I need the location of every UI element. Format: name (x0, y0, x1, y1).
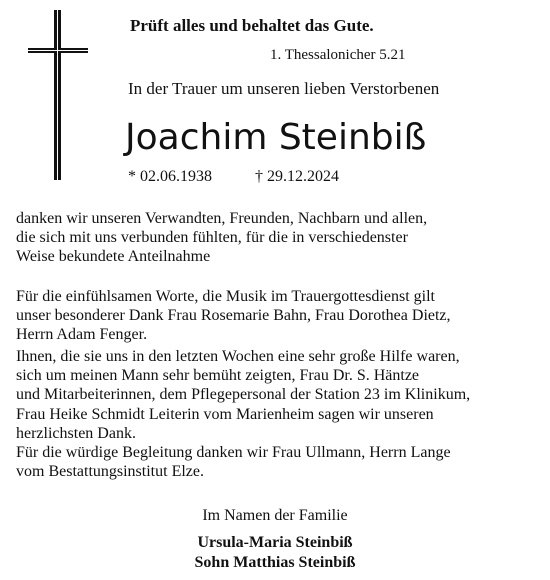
bible-verse: Prüft alles und behaltet das Gute. (130, 16, 374, 35)
signature-name-2: Sohn Matthias Steinbiß (194, 554, 356, 571)
paragraph-line: herzlichsten Dank. (16, 424, 136, 442)
paragraph-line: und Mitarbeiterinnen, dem Pflegepersonal der Station 23 im Klinikum, (16, 386, 471, 404)
paragraph-line: Für die würdige Begleitung danken wir Frau Ullmann, Herrn Lange (16, 444, 451, 462)
signature-name-1: Ursula-Maria Steinbiß (197, 534, 353, 551)
thanks-paragraph-1 (16, 209, 546, 267)
paragraph-line: Weise bekundete Anteilnahme (16, 248, 211, 266)
paragraph-line: unser besonderer Dank Frau Rosemarie Bahn, Frau Dorothea Dietz, (16, 307, 451, 325)
paragraph-line: sich um meinen Mann sehr bemüht zeigten, Frau Dr. S. Häntze (16, 367, 420, 385)
paragraph-line: Für die einfühlsamen Worte, die Musik im Trauergottesdienst gilt (16, 288, 435, 305)
paragraph-line: vom Bestattungsinstitut Elze. (16, 463, 204, 481)
birth-date: * 02.06.1938 (128, 168, 212, 185)
paragraph-line: Herrn Adam Fenger. (16, 326, 148, 344)
death-date: † 29.12.2024 (255, 168, 339, 185)
paragraph-line: die sich mit uns verbunden fühlten, für die in verschiedenster (16, 229, 408, 247)
intro-text: In der Trauer um unseren lieben Verstorbenen (128, 79, 440, 98)
thanks-paragraph-2 (16, 287, 546, 345)
bible-verse-reference: 1. Thessalonicher 5.21 (270, 47, 406, 63)
signature-intro: Im Namen der Familie (202, 507, 348, 524)
thanks-paragraph-3 (16, 347, 546, 481)
paragraph-line: danken wir unseren Verwandten, Freunden, Nachbarn und allen, (16, 210, 428, 227)
paragraph-line: Frau Heike Schmidt Leiterin vom Marienheim sagen wir unseren (16, 405, 434, 423)
paragraph-line: Ihnen, die sie uns in den letzten Wochen eine sehr große Hilfe waren, (16, 348, 460, 365)
cross-icon (28, 10, 88, 180)
deceased-name: Joachim Steinbiß (125, 117, 427, 158)
